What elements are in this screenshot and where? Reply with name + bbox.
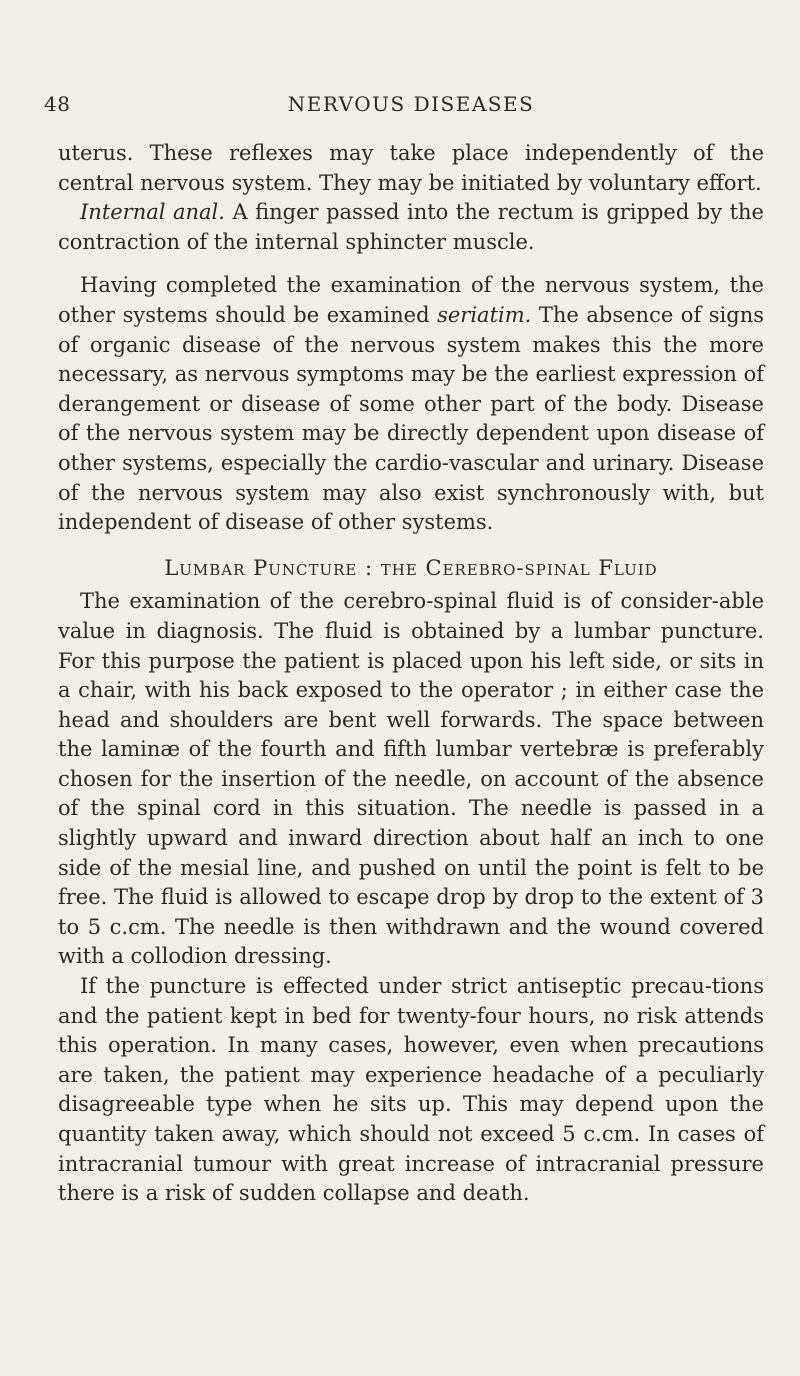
internal-anal-text: A finger passed into the rectum is gripped by the contraction of the internal sphincter muscle. bbox=[58, 200, 764, 254]
paragraph-reflexes: uterus. These reflexes may take place independently of the central nervous system. They may be initiated by voluntary effort. bbox=[58, 141, 764, 195]
section-heading: Lumbar Puncture : the Cerebro-spinal Fluid bbox=[164, 555, 658, 580]
seriatim-term: seriatim. bbox=[437, 302, 532, 327]
paragraph-lumbar-puncture: The examination of the cerebro-spinal fluid is of consider-able value in diagnosis. The fluid is obtained by a lumbar puncture. For this purpose the patient is placed upon his left side, or sits in a chair, with his back exposed to the operator ; in either case the head and shoulders are bent well forwards. The space between the laminæ of the fourth and fifth lumbar vertebræ is preferably chosen for the insertion of the needle, on account of the absence of the spinal cord in this situation. The needle is passed in a slightly upward and inward direction about half an inch to one side of the mesial line, and pushed on until the point is felt to be free. The fluid is allowed to escape drop by drop to the extent of 3 to 5 c.cm. The needle is then withdrawn and the wound covered with a collodion dressing. bbox=[58, 589, 764, 969]
paragraph-precautions: If the puncture is effected under strict antiseptic precau-tions and the patient kept in bed for twenty-four hours, no risk attends this operation. In many cases, however, even when precautions are taken, the patient may experience headache of a peculiarly disagreeable type when he sits up. This may depend upon the quantity taken away, which should not exceed 5 c.cm. In cases of intracranial tumour with great increase of intracranial pressure there is a risk of sudden collapse and death. bbox=[58, 974, 764, 1206]
running-header bbox=[44, 92, 764, 122]
paragraph-other-systems bbox=[58, 271, 764, 537]
internal-anal-label: Internal anal. bbox=[80, 200, 225, 225]
other-systems-text-start: Having completed the examination of the nervous system, the other systems should be examined bbox=[58, 273, 764, 327]
paragraph-internal-anal bbox=[58, 198, 764, 257]
other-systems-text-end: The absence of signs of organic disease of the nervous system makes this the more necessary, as nervous symptoms may be the earliest expression of derangement or disease of some other part of the body. Disease of the nervous system may be directly dependent upon disease of other systems, especially the cardio-vascular and urinary. Disease of the nervous system may also exist synchronously with, but independent of disease of other systems. bbox=[58, 302, 764, 535]
running-title: NERVOUS DISEASES bbox=[287, 92, 535, 116]
body-text bbox=[58, 139, 764, 1209]
page-number: 48 bbox=[44, 92, 71, 116]
